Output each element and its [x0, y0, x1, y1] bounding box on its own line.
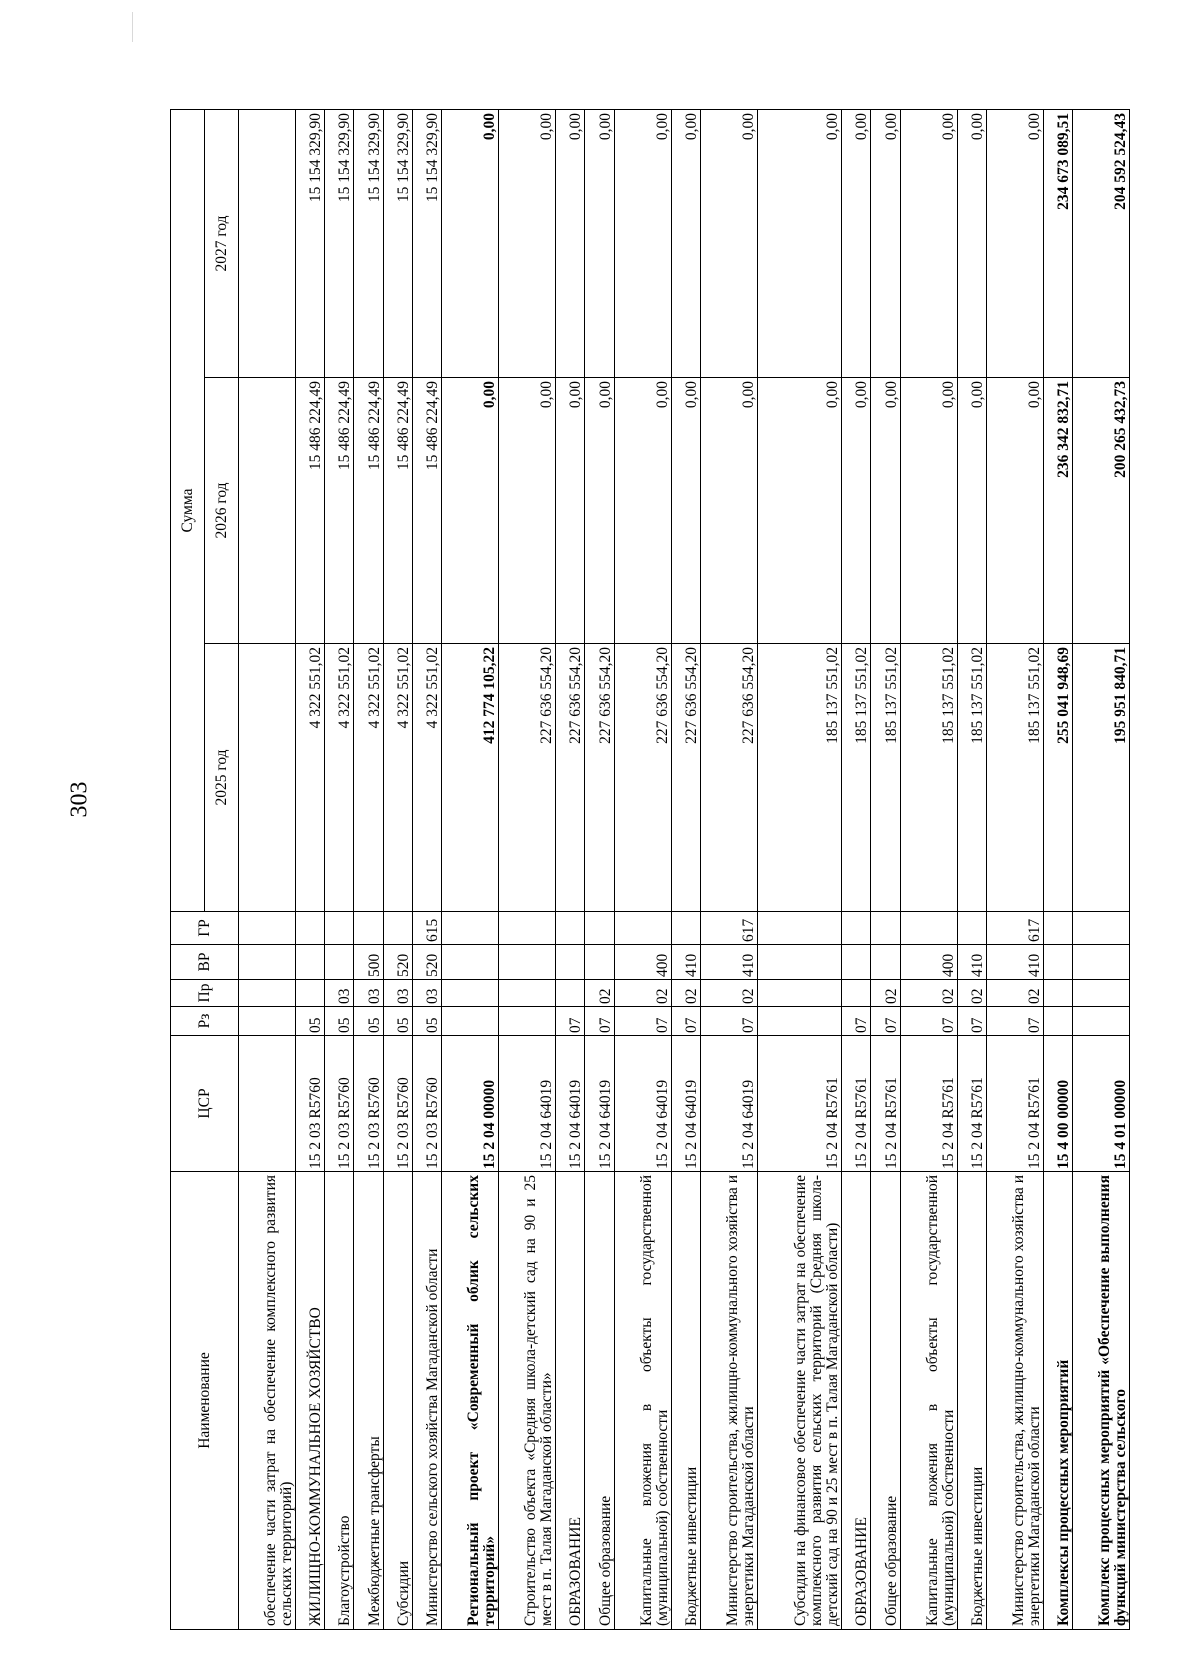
row-gr: [757, 912, 841, 945]
header-pr: Пр: [171, 980, 239, 1007]
row-sum-2025: 4 322 551,02: [383, 644, 412, 912]
row-pr: [442, 980, 499, 1007]
row-name: Министерство строительства, жилищно-коммунального хозяйства и энергетики Магаданской области: [986, 1172, 1043, 1630]
header-vr: ВР: [171, 945, 239, 980]
row-name: ЖИЛИЩНО-КОММУНАЛЬНОЕ ХОЗЯЙСТВО: [295, 1172, 324, 1630]
row-rz: [499, 1007, 556, 1036]
row-name: Комплексы процессных мероприятий: [1043, 1172, 1072, 1630]
row-gr: [354, 912, 383, 945]
row-sum-2026: 0,00: [700, 378, 757, 644]
row-sum-2025: 4 322 551,02: [354, 644, 383, 912]
row-gr: [499, 912, 556, 945]
row-name: обеспечение части затрат на обеспечение комплексного развития сельских территорий): [239, 1172, 296, 1630]
row-gr: [325, 912, 354, 945]
header-2025: 2025 год: [205, 644, 239, 912]
row-sum-2025: 227 636 554,20: [700, 644, 757, 912]
row-sum-2026: 0,00: [757, 378, 841, 644]
table-row: [900, 109, 957, 1629]
row-vr: 400: [900, 945, 957, 980]
header-2027: 2027 год: [205, 109, 239, 377]
row-sum-2025: 185 137 551,02: [842, 644, 871, 912]
row-vr: 400: [614, 945, 671, 980]
row-sum-2027: 0,00: [671, 109, 700, 377]
row-rz: 05: [383, 1007, 412, 1036]
row-name: Капитальные вложения в объекты государственной (муниципальной) собственности: [900, 1172, 957, 1630]
row-csr: 15 2 04 R5761: [957, 1036, 986, 1172]
row-name: Общее образование: [585, 1172, 614, 1630]
row-name: Министерство строительства, жилищно-коммунального хозяйства и энергетики Магаданской области: [700, 1172, 757, 1630]
row-sum-2025: 227 636 554,20: [671, 644, 700, 912]
row-rz: [1073, 1007, 1130, 1036]
row-vr: [239, 945, 296, 980]
table-row: [556, 109, 585, 1629]
table-row: [671, 109, 700, 1629]
table-row: [757, 109, 841, 1629]
row-gr: [585, 912, 614, 945]
row-sum-2027: 0,00: [900, 109, 957, 377]
row-sum-2026: 0,00: [556, 378, 585, 644]
row-csr: 15 4 01 00000: [1073, 1036, 1130, 1172]
row-vr: 500: [354, 945, 383, 980]
row-rz: 05: [295, 1007, 324, 1036]
row-csr: 15 2 04 00000: [442, 1036, 499, 1172]
row-pr: 02: [871, 980, 900, 1007]
row-pr: [499, 980, 556, 1007]
row-vr: 520: [383, 945, 412, 980]
row-sum-2027: 0,00: [585, 109, 614, 377]
row-gr: [442, 912, 499, 945]
row-name: Бюджетные инвестиции: [671, 1172, 700, 1630]
row-sum-2027: 234 673 089,51: [1043, 109, 1072, 377]
row-sum-2026: 0,00: [614, 378, 671, 644]
table-row: [442, 109, 499, 1629]
header-sum: Сумма: [171, 109, 205, 911]
row-sum-2027: 0,00: [499, 109, 556, 377]
row-gr: [383, 912, 412, 945]
row-sum-2027: 0,00: [986, 109, 1043, 377]
row-pr: 02: [671, 980, 700, 1007]
row-name: Региональный проект «Современный облик сельских территорий»: [442, 1172, 499, 1630]
row-sum-2027: 15 154 329,90: [295, 109, 324, 377]
budget-table: [170, 109, 1130, 1630]
table-row: [354, 109, 383, 1629]
row-rz: [239, 1007, 296, 1036]
row-sum-2027: 15 154 329,90: [354, 109, 383, 377]
row-rz: 07: [957, 1007, 986, 1036]
row-sum-2025: 227 636 554,20: [556, 644, 585, 912]
table-row: [499, 109, 556, 1629]
row-sum-2025: 185 137 551,02: [986, 644, 1043, 912]
table-row: [842, 109, 871, 1629]
row-csr: 15 2 03 R5760: [413, 1036, 442, 1172]
row-sum-2026: 0,00: [871, 378, 900, 644]
row-gr: 617: [986, 912, 1043, 945]
row-rz: [757, 1007, 841, 1036]
row-rz: 07: [900, 1007, 957, 1036]
row-sum-2026: 15 486 224,49: [413, 378, 442, 644]
row-csr: 15 2 04 R5761: [986, 1036, 1043, 1172]
row-name: Субсидии на финансовое обеспечение части затрат на обеспечение комплексного развития сельских территорий (Средняя школа-детский сад на 90 и 25 мест в п. Талая Магаданской области): [757, 1172, 841, 1630]
page-number: 303: [66, 781, 93, 818]
row-name: Капитальные вложения в объекты государственной (муниципальной) собственности: [614, 1172, 671, 1630]
row-csr: 15 2 04 R5761: [757, 1036, 841, 1172]
row-pr: [1043, 980, 1072, 1007]
row-vr: 410: [671, 945, 700, 980]
row-pr: 02: [614, 980, 671, 1007]
row-pr: 02: [986, 980, 1043, 1007]
row-vr: [871, 945, 900, 980]
row-gr: [614, 912, 671, 945]
row-vr: [442, 945, 499, 980]
row-rz: 07: [986, 1007, 1043, 1036]
row-name: Министерство сельского хозяйства Магаданской области: [413, 1172, 442, 1630]
row-sum-2027: 0,00: [614, 109, 671, 377]
row-sum-2025: 412 774 105,22: [442, 644, 499, 912]
row-rz: 07: [700, 1007, 757, 1036]
row-pr: [842, 980, 871, 1007]
row-vr: [295, 945, 324, 980]
row-gr: 617: [700, 912, 757, 945]
row-csr: 15 2 04 64019: [556, 1036, 585, 1172]
row-sum-2027: [239, 109, 296, 377]
row-gr: [842, 912, 871, 945]
row-sum-2026: 15 486 224,49: [354, 378, 383, 644]
row-rz: 05: [325, 1007, 354, 1036]
table-row: [239, 109, 296, 1629]
row-sum-2027: 15 154 329,90: [325, 109, 354, 377]
row-rz: 07: [556, 1007, 585, 1036]
row-vr: [757, 945, 841, 980]
row-sum-2026: 0,00: [957, 378, 986, 644]
row-pr: [757, 980, 841, 1007]
row-csr: 15 2 04 64019: [585, 1036, 614, 1172]
rotated-table-container: [170, 110, 1130, 1630]
table-row: [413, 109, 442, 1629]
row-sum-2027: 0,00: [957, 109, 986, 377]
row-gr: 615: [413, 912, 442, 945]
header-name: Наименование: [171, 1172, 239, 1630]
header-csr: ЦСР: [171, 1036, 239, 1172]
table-row: [986, 109, 1043, 1629]
row-sum-2026: 0,00: [986, 378, 1043, 644]
row-sum-2027: 0,00: [556, 109, 585, 377]
row-pr: 03: [383, 980, 412, 1007]
row-name: Межбюджетные трансферты: [354, 1172, 383, 1630]
row-sum-2026: 15 486 224,49: [383, 378, 412, 644]
row-sum-2027: 0,00: [700, 109, 757, 377]
row-sum-2027: 0,00: [757, 109, 841, 377]
row-sum-2026: 0,00: [585, 378, 614, 644]
row-pr: 03: [354, 980, 383, 1007]
row-vr: 410: [986, 945, 1043, 980]
row-pr: 02: [700, 980, 757, 1007]
row-sum-2026: 236 342 832,71: [1043, 378, 1072, 644]
row-csr: 15 2 04 64019: [614, 1036, 671, 1172]
row-name: ОБРАЗОВАНИЕ: [842, 1172, 871, 1630]
row-csr: 15 2 04 R5761: [900, 1036, 957, 1172]
row-vr: [842, 945, 871, 980]
row-sum-2025: [239, 644, 296, 912]
row-pr: 03: [325, 980, 354, 1007]
row-name: Общее образование: [871, 1172, 900, 1630]
row-rz: 07: [614, 1007, 671, 1036]
row-pr: [1073, 980, 1130, 1007]
row-rz: 07: [842, 1007, 871, 1036]
row-name: ОБРАЗОВАНИЕ: [556, 1172, 585, 1630]
row-sum-2025: 4 322 551,02: [295, 644, 324, 912]
row-csr: 15 2 04 64019: [499, 1036, 556, 1172]
row-csr: 15 4 00 00000: [1043, 1036, 1072, 1172]
row-vr: [1043, 945, 1072, 980]
table-row: [295, 109, 324, 1629]
row-name: Комплекс процессных мероприятий «Обеспечение выполнения функций министерства сельского: [1073, 1172, 1130, 1630]
row-vr: [556, 945, 585, 980]
row-name: Бюджетные инвестиции: [957, 1172, 986, 1630]
row-rz: [442, 1007, 499, 1036]
row-gr: [900, 912, 957, 945]
row-gr: [671, 912, 700, 945]
row-sum-2026: 15 486 224,49: [295, 378, 324, 644]
row-sum-2026: 0,00: [671, 378, 700, 644]
row-sum-2025: 227 636 554,20: [614, 644, 671, 912]
row-sum-2025: 255 041 948,69: [1043, 644, 1072, 912]
row-sum-2025: 185 137 551,02: [871, 644, 900, 912]
row-sum-2026: 0,00: [900, 378, 957, 644]
row-gr: [1073, 912, 1130, 945]
table-row: [871, 109, 900, 1629]
row-csr: 15 2 03 R5760: [325, 1036, 354, 1172]
row-sum-2025: 227 636 554,20: [499, 644, 556, 912]
row-rz: 07: [671, 1007, 700, 1036]
row-name: Строительство объекта «Средняя школа-детский сад на 90 и 25 мест в п. Талая Магаданской области»: [499, 1172, 556, 1630]
row-csr: [239, 1036, 296, 1172]
row-csr: 15 2 04 R5761: [842, 1036, 871, 1172]
row-vr: 410: [700, 945, 757, 980]
row-sum-2025: 227 636 554,20: [585, 644, 614, 912]
row-rz: 07: [871, 1007, 900, 1036]
table-row: [585, 109, 614, 1629]
row-rz: 05: [354, 1007, 383, 1036]
row-sum-2026: 200 265 432,73: [1073, 378, 1130, 644]
row-sum-2026: [239, 378, 296, 644]
row-sum-2026: 0,00: [842, 378, 871, 644]
row-sum-2026: 15 486 224,49: [325, 378, 354, 644]
row-gr: [871, 912, 900, 945]
row-sum-2027: 15 154 329,90: [383, 109, 412, 377]
row-rz: [1043, 1007, 1072, 1036]
row-gr: [556, 912, 585, 945]
row-csr: 15 2 03 R5760: [354, 1036, 383, 1172]
row-vr: [499, 945, 556, 980]
table-row: [700, 109, 757, 1629]
row-name: Благоустройство: [325, 1172, 354, 1630]
table-row: [383, 109, 412, 1629]
table-body: [239, 109, 1130, 1629]
row-gr: [239, 912, 296, 945]
row-pr: [295, 980, 324, 1007]
row-csr: 15 2 03 R5760: [383, 1036, 412, 1172]
row-sum-2027: 0,00: [842, 109, 871, 377]
row-gr: [1043, 912, 1072, 945]
row-rz: 05: [413, 1007, 442, 1036]
row-gr: [957, 912, 986, 945]
row-sum-2025: 4 322 551,02: [325, 644, 354, 912]
header-rz: Рз: [171, 1007, 239, 1036]
row-vr: 410: [957, 945, 986, 980]
row-sum-2027: 204 592 524,43: [1073, 109, 1130, 377]
row-sum-2026: 0,00: [442, 378, 499, 644]
row-pr: 02: [585, 980, 614, 1007]
table-row: [614, 109, 671, 1629]
row-sum-2026: 0,00: [499, 378, 556, 644]
row-csr: 15 2 04 R5761: [871, 1036, 900, 1172]
row-sum-2025: 185 137 551,02: [757, 644, 841, 912]
row-csr: 15 2 04 64019: [700, 1036, 757, 1172]
row-csr: 15 2 04 64019: [671, 1036, 700, 1172]
row-vr: [585, 945, 614, 980]
row-sum-2027: 0,00: [442, 109, 499, 377]
table-row: [1073, 109, 1130, 1629]
row-sum-2027: 15 154 329,90: [413, 109, 442, 377]
row-vr: [1073, 945, 1130, 980]
row-sum-2025: 195 951 840,71: [1073, 644, 1130, 912]
row-sum-2027: 0,00: [871, 109, 900, 377]
scan-edge-mark: [132, 12, 133, 42]
header-gr: ГР: [171, 912, 239, 945]
row-gr: [295, 912, 324, 945]
row-rz: 07: [585, 1007, 614, 1036]
row-csr: 15 2 03 R5760: [295, 1036, 324, 1172]
header-2026: 2026 год: [205, 378, 239, 644]
row-pr: 03: [413, 980, 442, 1007]
row-sum-2025: 185 137 551,02: [900, 644, 957, 912]
table-row: [1043, 109, 1072, 1629]
row-sum-2025: 185 137 551,02: [957, 644, 986, 912]
row-pr: 02: [900, 980, 957, 1007]
table-row: [957, 109, 986, 1629]
row-vr: 520: [413, 945, 442, 980]
row-pr: [556, 980, 585, 1007]
row-vr: [325, 945, 354, 980]
row-pr: [239, 980, 296, 1007]
row-name: Субсидии: [383, 1172, 412, 1630]
row-sum-2025: 4 322 551,02: [413, 644, 442, 912]
row-pr: 02: [957, 980, 986, 1007]
table-row: [325, 109, 354, 1629]
